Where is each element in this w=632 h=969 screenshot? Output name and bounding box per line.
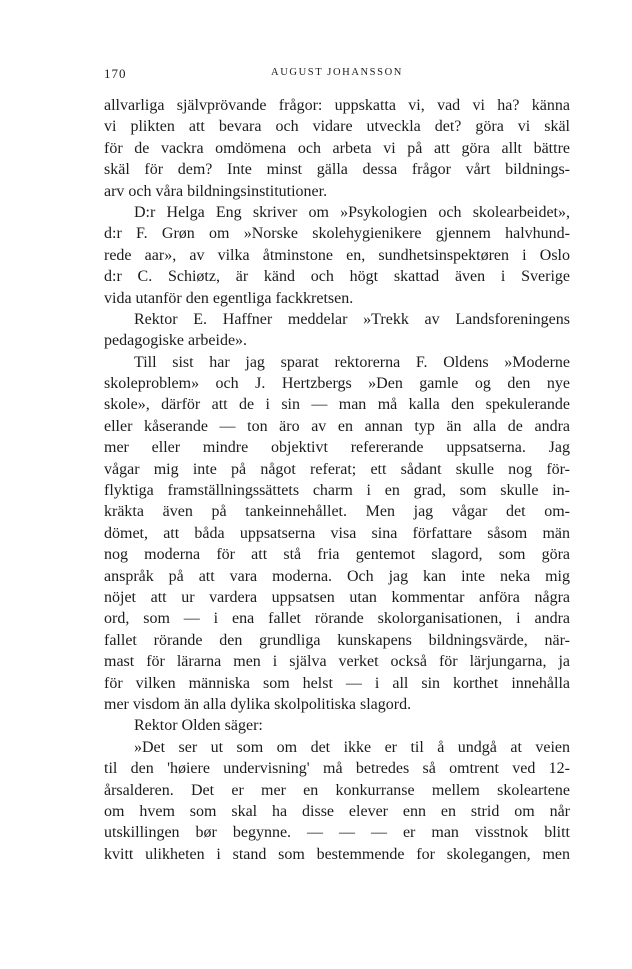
text-line: vi plikten att bevara och vidare utveckla det? göra vi skäl bbox=[104, 118, 570, 136]
text-line: rede aar», av vilka åtminstone en, sundhetsinspektøren i Oslo bbox=[104, 246, 570, 264]
text-line: mer visdom än alla dylika skolpolitiska slagord. bbox=[104, 695, 412, 713]
text-line: för vilken människa som helst — i all sin korthet innehålla bbox=[104, 674, 570, 692]
text-line: vågar mig inte på något referat; ett sådant skulle nog för- bbox=[104, 460, 570, 478]
text-line: dömet, att båda uppsatserna visa sina författare såsom män bbox=[104, 524, 570, 542]
text-line: årsalderen. Det er mer en konkurranse mellem skoleartene bbox=[104, 781, 570, 799]
text-line: pedagogiske arbeide». bbox=[104, 332, 248, 350]
text-line: för de vackra omdömena och arbeta vi på att göra allt bättre bbox=[104, 139, 570, 157]
text-line: mer eller mindre objektivt refererande uppsatserna. Jag bbox=[104, 439, 570, 457]
text-line: utskillingen bør begynne. — — — er man visstnok blitt bbox=[104, 824, 570, 842]
text-line: arv och våra bildningsinstitutioner. bbox=[104, 182, 328, 200]
text-line: D:r Helga Eng skriver om »Psykologien och skolearbeidet», bbox=[134, 203, 570, 221]
text-line: om hvem som skal ha disse elever enn en strid om når bbox=[104, 802, 570, 820]
text-line: anspråk på att vara moderna. Och jag kan inte neka mig bbox=[104, 567, 570, 585]
running-head: AUGUST JOHANSSON bbox=[271, 67, 403, 78]
text-line: vida utanför den egentliga fackkretsen. bbox=[104, 289, 354, 307]
body-text bbox=[104, 95, 570, 865]
text-line: til den 'høiere undervisning' må betredes så omtrent ved 12- bbox=[104, 760, 570, 778]
text-line: allvarliga självprövande frågor: uppskatta vi, vad vi ha? känna bbox=[104, 97, 570, 114]
text-line: ord, som — i ena fallet rörande skolorganisationen, i andra bbox=[104, 610, 570, 628]
text-line: eller kåserande — ton äro av en annan typ än alla de andra bbox=[104, 417, 570, 435]
text-line: kvitt ulikheten i stand som bestemmende for skolegangen, men bbox=[104, 845, 570, 863]
text-line: Rektor Olden säger: bbox=[134, 717, 263, 735]
text-line: skoleproblem» och J. Hertzbergs »Den gamle og den nye bbox=[104, 375, 570, 393]
text-line: d:r F. Grøn om »Norske skolehygienikere gjennem halvhund- bbox=[104, 225, 570, 243]
text-line: nöjet att ur vardera uppsatsen utan kommentar anföra några bbox=[104, 588, 570, 606]
text-line: »Det ser ut som om det ikke er til å undgå at veien bbox=[134, 738, 570, 756]
text-line: Till sist har jag sparat rektorerna F. Oldens »Moderne bbox=[134, 353, 570, 371]
text-line: mast för lärarna men i själva verket också för lärjungarna, ja bbox=[104, 653, 570, 671]
text-line: Rektor E. Haffner meddelar »Trekk av Landsforeningens bbox=[134, 310, 570, 328]
text-line: fallet rörande den grundliga kunskapens bildningsvärde, när- bbox=[104, 631, 570, 649]
text-line: nog moderna för att stå fria gentemot slagord, som göra bbox=[104, 546, 570, 564]
text-line: d:r C. Schiøtz, är känd och högt skattad även i Sverige bbox=[104, 268, 570, 286]
text-line: skäl för dem? Inte minst gälla dessa frågor vårt bildnings- bbox=[104, 161, 570, 179]
text-line: skole», därför att de i sin — man må kalla den spekulerande bbox=[104, 396, 570, 414]
page-header bbox=[104, 66, 570, 82]
text-line: flyktiga framställningssättets charm i en grad, som skulle in- bbox=[104, 482, 570, 500]
page-number: 170 bbox=[104, 66, 127, 81]
text-line: kräkta även på tankeinnehållet. Men jag vågar det om- bbox=[104, 503, 570, 521]
